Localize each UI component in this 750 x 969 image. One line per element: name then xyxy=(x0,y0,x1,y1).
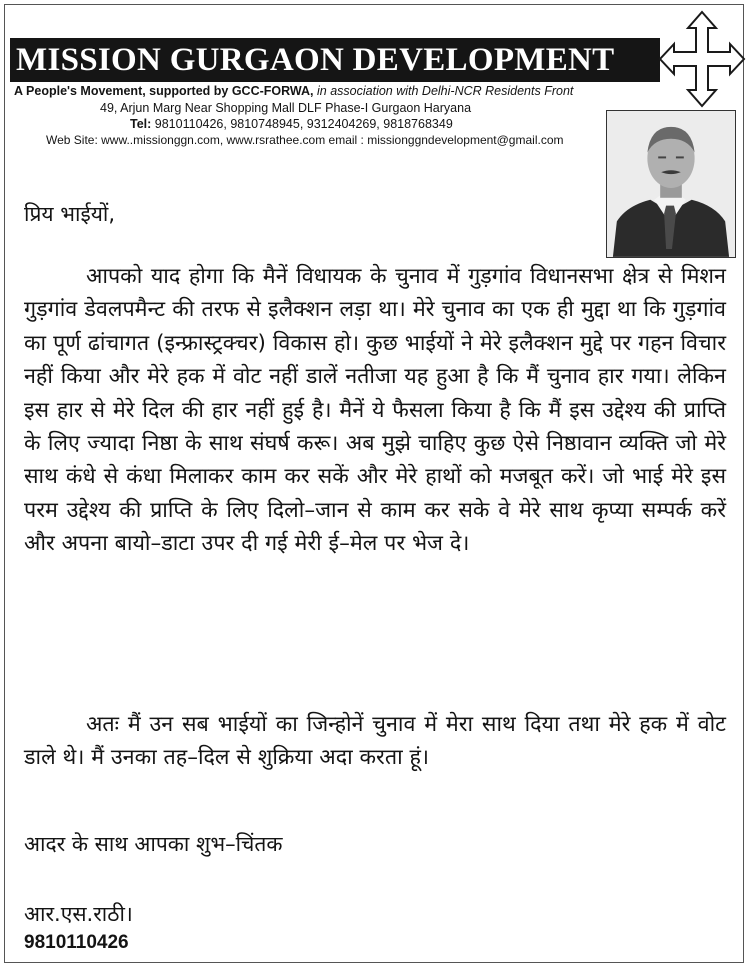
tel-numbers: 9810110426, 9810748945, 9312404269, 9818768349 xyxy=(154,117,453,131)
salutation: प्रिय भाईयों, xyxy=(24,202,116,226)
signature-name: आर.एस.राठी। xyxy=(24,902,133,926)
tel-label: Tel: xyxy=(130,117,152,131)
portrait-photo xyxy=(606,110,736,258)
body-paragraph-1: आपको याद होगा कि मैनें विधायक के चुनाव में गुड़गांव विधानसभा क्षेत्र से मिशन गुड़गांव डेवलपमैन्ट की तरफ से इलैक्शन लड़ा था। मेरे चुनाव का एक ही मुद्दा था कि गुड़गांव का पूर्ण ढांचागत (इन्फ्रास्ट्रक्चर) विकास हो। कुछ भाईयों ने मेरे इलैक्शन मुद्दे पर गहन विचार नहीं किया और मेरे हक में वोट नहीं डालें नतीजा यह हुआ है कि मैं चुनाव हार गया। लेकिन इस हार से मेरे दिल की हार नहीं हुई है। मैनें ये फैसला किया है कि मैं इस उद्देश्य की प्राप्ति के लिए ज्यादा निष्ठा के साथ संघर्ष करू। अब मुझे चाहिए कुछ ऐसे निष्ठावान व्यक्ति जो मेरे साथ कंधे से कंधा मिलाकर काम कर सकें और मेरे हाथों को मजबूत करें। जो भाई मेरे इस परम उद्देश्य की प्राप्ति के लिए दिलो–जान से काम कर सके वे मेरे साथ कृप्या सम्पर्क करें और अपना बायो–डाटा उपर दी गई मेरी ई–मेल पर भेज दे। xyxy=(24,264,726,557)
four-way-arrow-icon xyxy=(658,10,746,108)
telephone-line xyxy=(130,117,453,131)
address: 49, Arjun Marg Near Shopping Mall DLF Phase-I Gurgaon Haryana xyxy=(100,101,472,115)
web-email-line: Web Site: www..missionggn.com, www.rsrathee.com email : missionggndevelopment@gmail.com xyxy=(46,133,564,147)
signature-phone: 9810110426 xyxy=(24,932,129,953)
tagline-italic: in association with Delhi-NCR Residents Front xyxy=(317,84,574,98)
body-paragraph-2: अतः मैं उन सब भाईयों का जिन्होनें चुनाव में मेरा साथ दिया तथा मेरे हक में वोट डाले थे। मैं उनका तह–दिल से शुक्रिया अदा करता हूं। xyxy=(24,712,726,771)
tagline xyxy=(14,84,614,98)
tagline-bold: A People's Movement, supported by GCC-FORWA, xyxy=(14,84,314,98)
closing-line: आदर के साथ आपका शुभ–चिंतक xyxy=(24,832,283,856)
banner-title: MISSION GURGAON DEVELOPMENT xyxy=(10,38,660,82)
